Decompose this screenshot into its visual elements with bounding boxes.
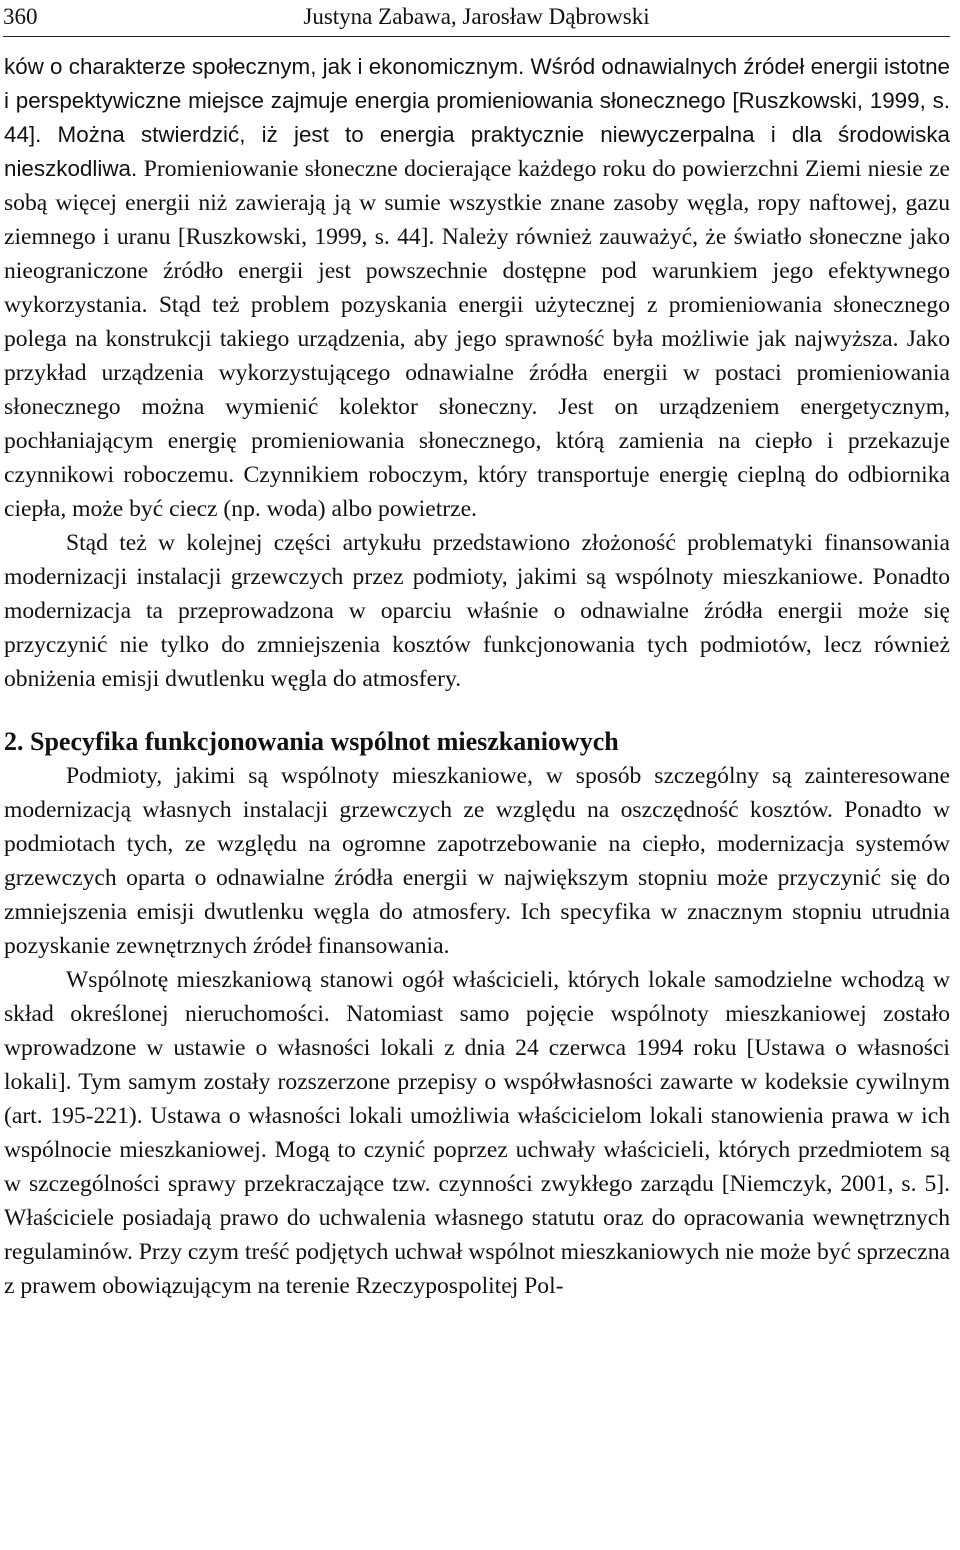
section-number: 2. xyxy=(4,727,24,756)
body-paragraph-1 xyxy=(4,50,950,526)
page-content xyxy=(4,50,950,1303)
page-number: 360 xyxy=(3,4,38,29)
section-heading xyxy=(4,725,950,759)
running-header-authors: Justyna Zabawa, Jarosław Dąbrowski xyxy=(303,4,650,29)
body-paragraph-1-serif-text: Promieniowanie słoneczne docierające każdego roku do powierzchni Ziemi niesie ze sobą więcej energii niż zawierają ją w sumie wszystkie znane zasoby węgla, ropy naftowej, gazu ziemnego i uranu [Ruszkowski, 1999, s. 44]. Należy również zauważyć, że światło słoneczne jako nieograniczone źródło energii jest powszechnie dostępne pod warunkiem jego efektywnego wykorzystania. Stąd też problem pozyskania energii użytecznej z promieniowania słonecznego polega na konstrukcji takiego urządzenia, aby jego sprawność była możliwie jak najwyższa. Jako przykład urządzenia wykorzystującego odnawialne źródła energii w postaci promieniowania słonecznego można wymienić kolektor słoneczny. Jest on urządzeniem energetycznym, pochłaniającym energię promieniowania słonecznego, którą zamienia na ciepło i przekazuje czynnikowi roboczemu. Czynnikiem roboczym, który transportuje energię cieplną do odbiornika ciepła, może być ciecz (np. woda) albo powietrze. xyxy=(4,156,950,522)
section-paragraph-1: Podmioty, jakimi są wspólnoty mieszkaniowe, w sposób szczególny są zainteresowane modernizacją własnych instalacji grzewczych ze względu na oszczędność kosztów. Ponadto w podmiotach tych, ze względu na ogromne zapotrzebowanie na ciepło, modernizacja systemów grzewczych oparta o odnawialne źródła energii w największym stopniu może przyczynić się do zmniejszenia emisji dwutlenku węgla do atmosfery. Ich specyfika w znacznym stopniu utrudnia pozyskanie zewnętrznych źródeł finansowania. xyxy=(4,763,950,959)
section-title: Specyfika funkcjonowania wspólnot mieszkaniowych xyxy=(30,727,619,756)
body-paragraph-2: Stąd też w kolejnej części artykułu przedstawiono złożoność problematyki finansowania modernizacji instalacji grzewczych przez podmioty, jakimi są wspólnoty mieszkaniowe. Ponadto modernizacja ta przeprowadzona w oparciu właśnie o odnawialne źródła energii może się przyczynić nie tylko do zmniejszenia kosztów funkcjonowania tych podmiotów, lecz również obniżenia emisji dwutlenku węgla do atmosfery. xyxy=(4,530,950,692)
running-header xyxy=(3,2,950,37)
body-paragraph-1-sans-text: ków o charakterze społecznym, jak i ekonomicznym. Wśród odnawialnych źródeł energii istotne i perspektywiczne miejsce zajmuje energia promieniowania słonecznego [Ruszkowski, 1999, s. 44]. Można stwierdzić, iż jest to energia praktycznie niewyczerpalna i dla środowiska nieszkodliwa. xyxy=(4,54,950,181)
section-paragraph-2: Wspólnotę mieszkaniową stanowi ogół właścicieli, których lokale samodzielne wchodzą w skład określonej nieruchomości. Natomiast samo pojęcie wspólnoty mieszkaniowej zostało wprowadzone w ustawie o własności lokali z dnia 24 czerwca 1994 roku [Ustawa o własności lokali]. Tym samym zostały rozszerzone przepisy o współwłasności zawarte w kodeksie cywilnym (art. 195-221). Ustawa o własności lokali umożliwia właścicielom lokali stanowienia prawa w ich wspólnocie mieszkaniowej. Mogą to czynić poprzez uchwały właścicieli, których przedmiotem są w szczególności sprawy przekraczające tzw. czynności zwykłego zarządu [Niemczyk, 2001, s. 5]. Właściciele posiadają prawo do uchwalenia własnego statutu oraz do opracowania wewnętrznych regulaminów. Przy czym treść podjętych uchwał wspólnot mieszkaniowych nie może być sprzeczna z prawem obowiązującym na terenie Rzeczypospolitej Pol- xyxy=(4,967,950,1299)
